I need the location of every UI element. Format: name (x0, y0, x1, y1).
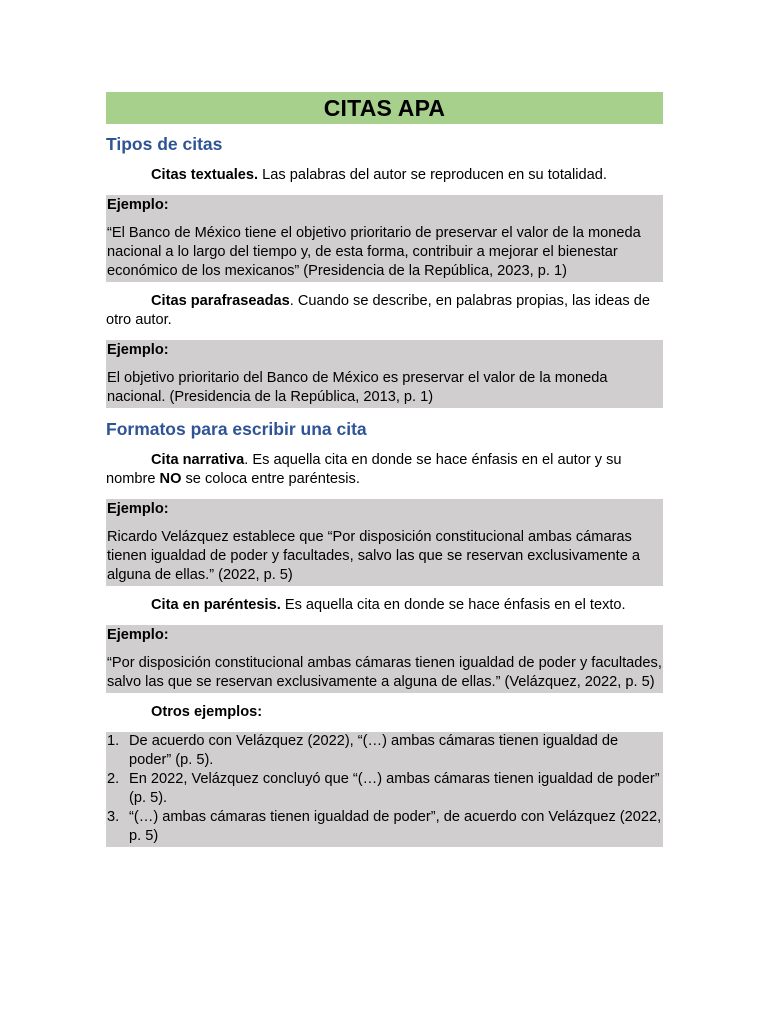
paragraph-cita-en-parentesis (106, 596, 663, 615)
example-text: Ricardo Velázquez establece que “Por disposición constitucional ambas cámaras tienen igualdad de poder y facultades, salvo las que se reservan exclusivamente a alguna de ellas.” (2022, p. 5) (107, 529, 640, 583)
definition-citas-textuales: Las palabras del autor se reproducen en su totalidad. (258, 167, 607, 183)
example-label: Ejemplo: (107, 342, 169, 358)
definition-cita-narrativa-2: se coloca entre paréntesis. (181, 471, 360, 487)
term-citas-textuales: Citas textuales. (151, 167, 259, 183)
paragraph-citas-parafraseadas (106, 292, 663, 330)
list-item (107, 732, 662, 770)
example-text: “El Banco de México tiene el objetivo prioritario de preservar el valor de la moneda nacional a lo largo del tiempo y, de esta forma, contribuir a mejorar el bienestar económico de los mexicanos” (Presidencia de la República, 2023, p. 1) (107, 225, 641, 279)
document-title: CITAS APA (106, 92, 663, 124)
list-number: 1. (107, 733, 120, 749)
otros-ejemplos-label: Otros ejemplos: (151, 704, 263, 720)
list-number: 3. (107, 809, 120, 825)
other-examples-list (107, 732, 662, 846)
definition-cita-narrativa-1: . Es aquella cita en donde se hace énfasis en el autor y su nombre (106, 452, 622, 487)
list-item-text: “(…) ambas cámaras tienen igualdad de poder”, de acuerdo con Velázquez (2022, p. 5) (129, 809, 662, 844)
term-cita-narrativa: Cita narrativa (151, 452, 245, 468)
heading-otros-ejemplos (106, 703, 663, 722)
definition-citas-parafraseadas: . Cuando se describe, en palabras propias, las ideas de otro autor. (106, 293, 650, 328)
example-text: “Por disposición constitucional ambas cámaras tienen igualdad de poder y facultades, salvo las que se reservan exclusivamente a alguna de ellas.” (Velázquez, 2022, p. 5) (107, 655, 662, 690)
example-box-parenthetical (106, 625, 663, 693)
term-cita-en-parentesis: Cita en paréntesis. (151, 597, 281, 613)
example-box-textual (106, 195, 663, 282)
example-box-paraphrase (106, 340, 663, 408)
example-label: Ejemplo: (107, 501, 169, 517)
paragraph-cita-narrativa (106, 451, 663, 489)
definition-cita-en-parentesis: Es aquella cita en donde se hace énfasis en el texto. (280, 597, 626, 613)
paragraph-citas-textuales (106, 166, 663, 185)
list-item-text: En 2022, Velázquez concluyó que “(…) ambas cámaras tienen igualdad de poder” (p. 5). (129, 771, 660, 806)
list-item (107, 770, 662, 808)
term-citas-parafraseadas: Citas parafraseadas (151, 293, 290, 309)
list-item-text: De acuerdo con Velázquez (2022), “(…) ambas cámaras tienen igualdad de poder” (p. 5). (129, 733, 619, 768)
example-label: Ejemplo: (107, 197, 169, 213)
document-content (106, 92, 663, 847)
list-item (107, 808, 662, 846)
heading-formatos: Formatos para escribir una cita (106, 419, 367, 439)
other-examples-box (106, 732, 663, 847)
example-label: Ejemplo: (107, 627, 169, 643)
heading-tipos-de-citas: Tipos de citas (106, 134, 223, 154)
emphasis-no: NO (159, 471, 182, 487)
list-number: 2. (107, 771, 120, 787)
example-box-narrative (106, 499, 663, 586)
example-text: El objetivo prioritario del Banco de México es preservar el valor de la moneda nacional. (Presidencia de la República, 2013, p. 1) (107, 370, 608, 405)
